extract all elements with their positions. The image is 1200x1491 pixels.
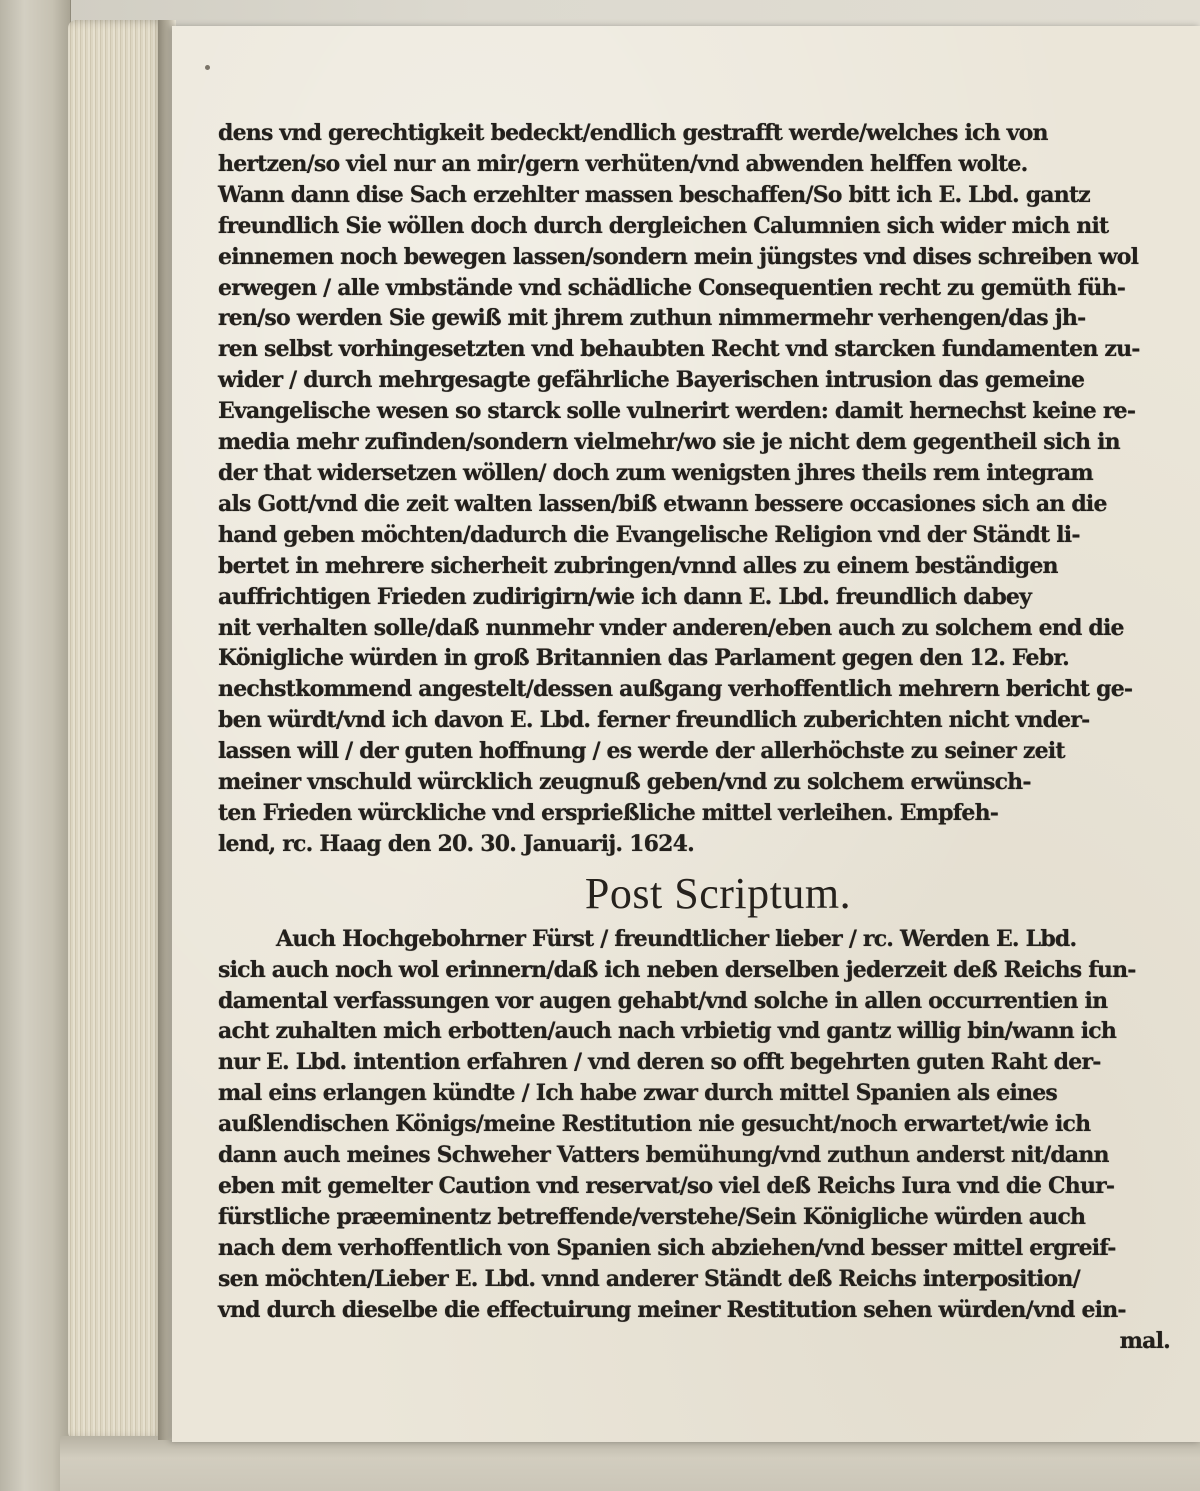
book-bottom-edge — [60, 1436, 1200, 1491]
text-line: auffrichtigen Frieden zudirigirn/wie ich dann E. Lbd. freundlich dabey — [218, 583, 1032, 610]
text-line: bertet in mehrere sicherheit zubringen/vnnd alles zu einem beständigen — [218, 552, 1058, 579]
text-line: acht zuhalten mich erbotten/auch nach vrbietig vnd gantz willig bin/wann ich — [218, 1018, 1117, 1045]
text-line: Wann dann dise Sach erzehlter massen beschaffen/So bitt ich E. Lbd. gantz — [218, 181, 1091, 208]
text-line: freundlich Sie wöllen doch durch dergleichen Calumnien sich wider mich nit — [218, 212, 1109, 239]
text-line: fürstliche præeminentz betreffende/verstehe/Sein Königliche würden auch — [218, 1203, 1086, 1230]
text-line: nechstkommend angestelt/dessen außgang verhoffentlich mehrern bericht ge- — [218, 676, 1133, 703]
text-line: hertzen/so viel nur an mir/gern verhüten/vnd abwenden helffen wolte. — [218, 150, 1028, 177]
text-line: der that widersetzen wöllen/ doch zum wenigsten jhres theils rem integram — [218, 459, 1093, 486]
text-line: mal eins erlangen kündte / Ich habe zwar durch mittel Spanien als eines — [218, 1080, 1057, 1107]
text-line: hand geben möchten/dadurch die Evangelische Religion vnd der Ständt li- — [218, 521, 1080, 548]
text-line: ren/so werden Sie gewiß mit jhrem zuthun nimmermehr verhengen/das jh- — [218, 305, 1086, 332]
text-line: dann auch meines Schweher Vatters bemühung/vnd zuthun anderst nit/dann — [218, 1142, 1109, 1169]
text-line: media mehr zufinden/sondern vielmehr/wo sie je nicht dem gegentheil sich in — [218, 429, 1120, 456]
text-line: damental verfassungen vor augen gehabt/vnd solche in allen occurrentien in — [218, 987, 1108, 1014]
text-line: ten Frieden würckliche vnd ersprießliche mittel verleihen. Empfeh- — [218, 799, 999, 826]
text-line: dens vnd gerechtigkeit bedeckt/endlich gestrafft werde/welches ich von — [218, 120, 1048, 146]
page-text — [218, 118, 1188, 1356]
text-line: Königliche würden in groß Britannien das Parlament gegen den 12. Febr. — [218, 645, 1069, 672]
text-line: lend, rc. Haag den 20. 30. Januarij. 1624. — [218, 830, 695, 857]
text-line: meiner vnschuld würcklich zeugnuß geben/vnd zu solchem erwünsch- — [218, 769, 1031, 796]
text-line: nit verhalten solle/daß nunmehr vnder anderen/eben auch zu solchem end die — [218, 614, 1124, 641]
letter-body — [218, 118, 1188, 860]
vellum-cover-edge — [0, 0, 71, 1491]
post-scriptum-heading: Post Scriptum. — [584, 868, 852, 918]
text-line: erwegen / alle vmbstände vnd schädliche Consequentien recht zu gemüth füh- — [218, 274, 1126, 301]
text-line: sen möchten/Lieber E. Lbd. vnnd anderer Ständt deß Reichs interposition/ — [218, 1265, 1080, 1292]
text-line: einnemen noch bewegen lassen/sondern mein jüngstes vnd dises schreiben wol — [218, 243, 1139, 270]
text-line: außlendischen Königs/meine Restitution nie gesucht/noch erwartet/wie ich — [218, 1111, 1091, 1138]
text-line: nur E. Lbd. intention erfahren / vnd deren so offt begehrten guten Raht der- — [218, 1049, 1101, 1076]
catchword: mal. — [1119, 1327, 1170, 1354]
text-line: eben mit gemelter Caution vnd reservat/so viel deß Reichs Iura vnd die Chur- — [218, 1173, 1115, 1199]
text-line: ren selbst vorhingesetzten vnd behaubten Recht vnd starcken fundamenten zu- — [218, 336, 1140, 363]
text-line: sich auch noch wol erinnern/daß ich neben derselben jederzeit deß Reichs fun- — [218, 956, 1136, 983]
postscript-body — [218, 924, 1188, 1326]
ink-spot — [205, 65, 210, 70]
text-line: vnd durch dieselbe die effectuirung meiner Restitution sehen würden/vnd ein- — [218, 1296, 1126, 1323]
text-line: wider / durch mehrgesagte gefährliche Bayerischen intrusion das gemeine — [218, 367, 1085, 394]
text-line: Auch Hochgebohrner Fürst / freundtlicher lieber / rc. Werden E. Lbd. — [276, 925, 1077, 952]
page-edges — [68, 20, 166, 1440]
text-line: ben würdt/vnd ich davon E. Lbd. ferner freundlich zuberichten nicht vnder- — [218, 707, 1090, 734]
text-line: lassen will / der guten hoffnung / es werde der allerhöchste zu seiner zeit — [218, 738, 1065, 765]
text-line: nach dem verhoffentlich von Spanien sich abziehen/vnd besser mittel ergreif- — [218, 1234, 1116, 1261]
text-line: Evangelische wesen so starck solle vulnerirt werden: damit hernechst keine re- — [218, 398, 1136, 425]
text-line: als Gott/vnd die zeit walten lassen/biß etwann bessere occasiones sich an die — [218, 490, 1107, 517]
